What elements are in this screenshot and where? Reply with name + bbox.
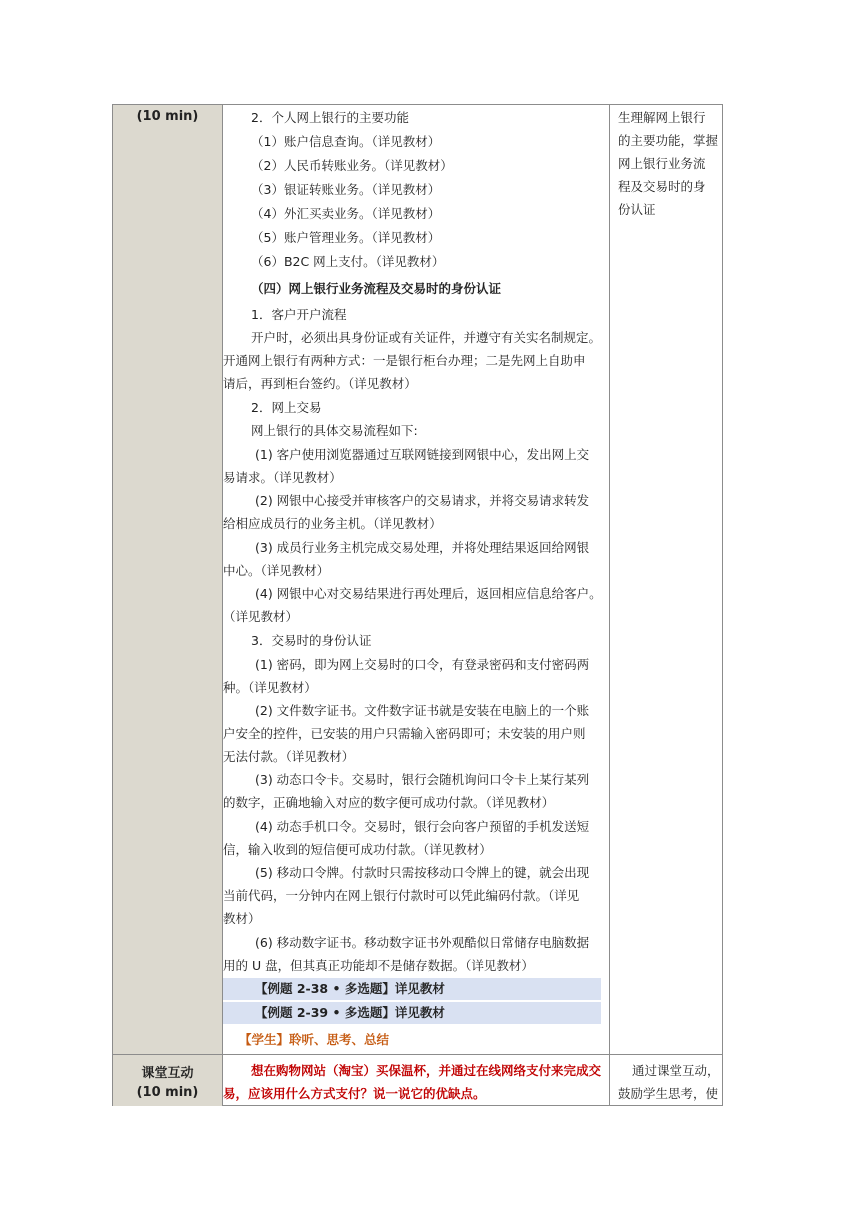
student-activity: 【学生】聆听、思考、总结 xyxy=(239,1032,390,1047)
row-divider xyxy=(113,1054,722,1055)
example-row xyxy=(223,1002,601,1024)
content-line: 3．交易时的身份认证 xyxy=(251,633,372,648)
content-line: 开通网上银行有两种方式：一是银行柜台办理；二是先网上自助申 xyxy=(223,353,586,368)
content-line: (3) 成员行业务主机完成交易处理，并将处理结果返回给网银 xyxy=(255,540,590,555)
content-line: (1) 客户使用浏览器通过互联网链接到网银中心，发出网上交 xyxy=(255,447,590,462)
row1-time-label: (10 min) xyxy=(136,109,199,124)
content-line: （1）账户信息查询。（详见教材） xyxy=(251,134,441,149)
row1-left-cell xyxy=(113,105,222,1055)
row2-title: 课堂互动 xyxy=(141,1066,194,1081)
content-line: （3）银证转账业务。（详见教材） xyxy=(251,182,441,197)
content-line: (2) 网银中心接受并审核客户的交易请求，并将交易请求转发 xyxy=(255,493,590,508)
content-line: 2．网上交易 xyxy=(251,400,322,415)
content-line: 当前代码，一分钟内在网上银行付款时可以凭此编码付款。（详见 xyxy=(223,888,580,903)
objective-line: 鼓励学生思考，使 xyxy=(618,1086,719,1101)
objective-line: 份认证 xyxy=(618,202,656,217)
content-line: (4) 网银中心对交易结果进行再处理后，返回相应信息给客户。 xyxy=(255,586,602,601)
content-line: 信，输入收到的短信便可成功付款。（详见教材） xyxy=(223,842,492,857)
content-line: 给相应成员行的业务主机。（详见教材） xyxy=(223,516,442,531)
content-line: 请后，再到柜台签约。（详见教材） xyxy=(223,376,417,391)
content-line: (6) 移动数字证书。移动数字证书外观酷似日常储存电脑数据 xyxy=(255,935,590,950)
lesson-plan-table xyxy=(112,104,723,1106)
section-heading: （四）网上银行业务流程及交易时的身份认证 xyxy=(251,281,502,296)
content-line: (5) 移动口令牌。付款时只需按移动口令牌上的键，就会出现 xyxy=(255,865,590,880)
interaction-question: 易，应该用什么方式支付？说一说它的优缺点。 xyxy=(223,1086,486,1101)
content-line: 易请求。（详见教材） xyxy=(223,470,342,485)
content-line: (3) 动态口令卡。交易时，银行会随机询问口令卡上某行某列 xyxy=(255,772,590,787)
content-line: 用的 U 盘，但其真正功能却不是储存数据。（详见教材） xyxy=(223,958,534,973)
content-line: 的数字，正确地输入对应的数字便可成功付款。（详见教材） xyxy=(223,795,555,810)
content-line: (4) 动态手机口令。交易时，银行会向客户预留的手机发送短 xyxy=(255,819,590,834)
row1-content-cell xyxy=(223,105,609,1054)
content-line: 种。（详见教材） xyxy=(223,680,317,695)
content-line: 户安全的控件，已安装的用户只需输入密码即可；未安装的用户则 xyxy=(223,726,586,741)
objective-line: 通过课堂互动， xyxy=(632,1063,720,1078)
example-label: 【例题 2-38 • 多选题】详见教材 xyxy=(255,981,445,996)
content-line: （5）账户管理业务。（详见教材） xyxy=(251,230,441,245)
content-line: （详见教材） xyxy=(223,609,299,624)
content-line: 教材） xyxy=(223,911,261,926)
content-line: 开户时，必须出具身份证或有关证件，并遵守有关实名制规定。 xyxy=(251,330,602,345)
content-line: 2．个人网上银行的主要功能 xyxy=(251,110,409,125)
content-line: 网上银行的具体交易流程如下: xyxy=(251,423,418,438)
content-line: （6）B2C 网上支付。（详见教材） xyxy=(251,254,445,269)
divider-right xyxy=(609,105,610,1105)
row2-time-label: (10 min) xyxy=(136,1085,199,1100)
content-line: 中心。（详见教材） xyxy=(223,563,330,578)
example-row xyxy=(223,978,601,1000)
objective-line: 生理解网上银行 xyxy=(618,110,706,125)
example-label: 【例题 2-39 • 多选题】详见教材 xyxy=(255,1005,445,1020)
objective-line: 的主要功能，掌握 xyxy=(618,133,719,148)
content-line: (2) 文件数字证书。文件数字证书就是安装在电脑上的一个账 xyxy=(255,703,590,718)
objective-line: 程及交易时的身 xyxy=(618,179,706,194)
interaction-question: 想在购物网站（淘宝）买保温杯，并通过在线网络支付来完成交 xyxy=(251,1063,602,1078)
content-line: 无法付款。（详见教材） xyxy=(223,749,355,764)
objective-line: 网上银行业务流 xyxy=(618,156,706,171)
content-line: （2）人民币转账业务。（详见教材） xyxy=(251,158,453,173)
content-line: (1) 密码，即为网上交易时的口令，有登录密码和支付密码两 xyxy=(255,657,590,672)
content-line: （4）外汇买卖业务。（详见教材） xyxy=(251,206,441,221)
content-line: 1．客户开户流程 xyxy=(251,307,347,322)
